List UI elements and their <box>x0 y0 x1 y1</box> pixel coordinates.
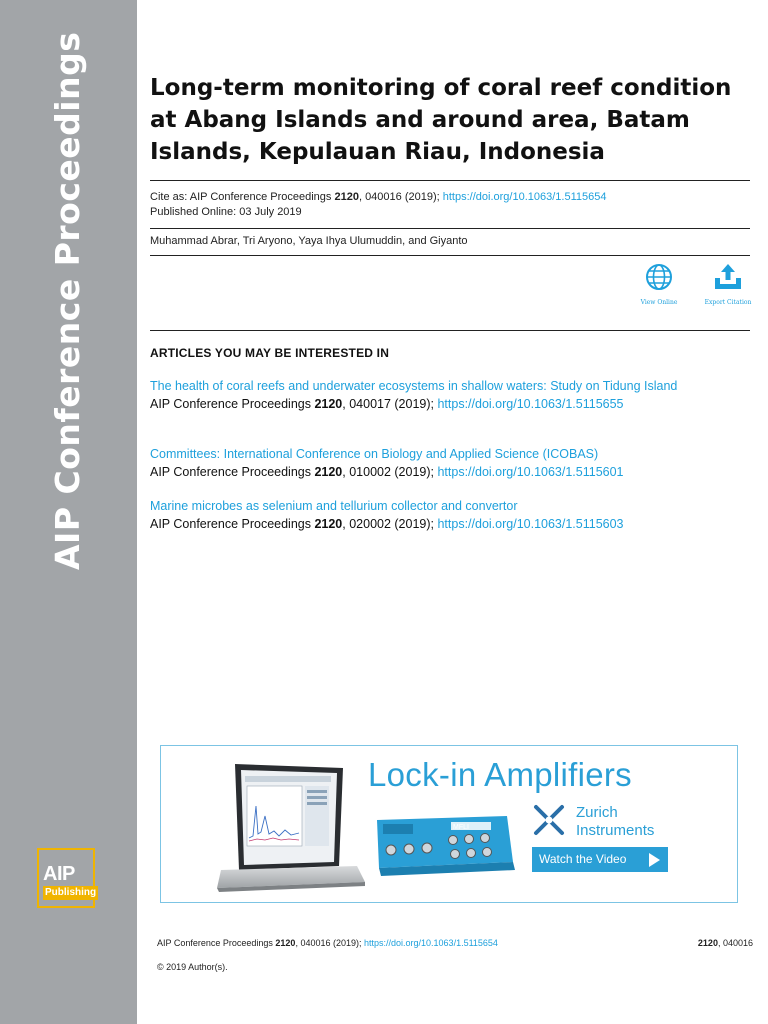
cite-volume: 2120 <box>314 517 343 531</box>
cite-suffix: , 040017 (2019); <box>342 397 438 411</box>
divider <box>150 330 750 331</box>
related-article-title[interactable]: Marine microbes as selenium and tellurium collector and convertor <box>150 499 518 513</box>
footer-doi-link[interactable]: https://doi.org/10.1063/1.5115654 <box>364 938 498 948</box>
footer-page-suffix: , 040016 <box>717 938 753 948</box>
journal-name: AIP Conference Proceedings <box>48 31 87 570</box>
related-articles-heading: ARTICLES YOU MAY BE INTERESTED IN <box>150 346 390 360</box>
related-article-title[interactable]: The health of coral reefs and underwater ecosystems in shallow waters: Study on Tidung Island <box>150 379 678 393</box>
copyright-notice: © 2019 Author(s). <box>157 962 228 972</box>
export-icon <box>712 262 744 292</box>
cite-suffix: , 010002 (2019); <box>342 465 438 479</box>
footer-page-id <box>698 938 753 948</box>
brand-line-1: Zurich <box>576 804 618 821</box>
cite-suffix: , 020002 (2019); <box>342 517 438 531</box>
related-article <box>150 497 740 533</box>
citation-block <box>150 190 606 220</box>
related-article-doi-link[interactable]: https://doi.org/10.1063/1.5115655 <box>437 397 624 411</box>
footer-page-volume: 2120 <box>697 938 718 948</box>
cite-suffix: , 040016 (2019); <box>358 191 443 203</box>
journal-sidebar <box>0 0 137 1024</box>
watch-video-button[interactable] <box>532 847 668 872</box>
related-article <box>150 377 740 413</box>
logo-subtext: Publishing <box>45 887 97 898</box>
footer-volume: 2120 <box>275 938 296 948</box>
page-footer <box>157 938 753 948</box>
related-article-title[interactable]: Committees: International Conference on Biology and Applied Science (ICOBAS) <box>150 447 599 461</box>
divider <box>150 228 750 229</box>
device-label: MFLI <box>453 824 469 831</box>
divider <box>150 180 750 181</box>
globe-icon <box>644 262 674 292</box>
related-article <box>150 445 740 481</box>
zurich-instruments-logo <box>531 802 655 843</box>
zurich-x-icon <box>531 802 567 838</box>
cite-prefix: Cite as: AIP Conference Proceedings <box>150 191 335 203</box>
laptop-illustration <box>161 746 371 902</box>
brand-line-2: Instruments <box>576 822 655 839</box>
footer-cite-prefix: AIP Conference Proceedings <box>157 938 276 948</box>
aip-publishing-logo[interactable] <box>37 848 95 908</box>
view-online-label: View Online <box>640 299 678 306</box>
cite-volume: 2120 <box>314 397 343 411</box>
related-article-doi-link[interactable]: https://doi.org/10.1063/1.5115601 <box>437 465 624 479</box>
cite-prefix: AIP Conference Proceedings <box>150 465 315 479</box>
zurich-brand-text <box>576 804 654 840</box>
related-article-citation <box>150 395 740 413</box>
export-citation-button[interactable] <box>688 262 768 306</box>
export-citation-label: Export Citation <box>704 299 752 306</box>
ad-headline: Lock-in Amplifiers <box>368 756 632 793</box>
cite-volume: 2120 <box>314 465 343 479</box>
cite-prefix: AIP Conference Proceedings <box>150 397 315 411</box>
view-online-button[interactable] <box>619 262 699 306</box>
article-doi-link[interactable]: https://doi.org/10.1063/1.5115654 <box>442 191 607 203</box>
footer-cite-suffix: , 040016 (2019); <box>295 938 364 948</box>
related-article-citation <box>150 515 740 533</box>
related-article-citation <box>150 463 740 481</box>
logo-text: AIP <box>43 863 75 885</box>
play-icon <box>646 852 662 868</box>
related-article-doi-link[interactable]: https://doi.org/10.1063/1.5115603 <box>437 517 624 531</box>
cite-volume: 2120 <box>334 191 359 203</box>
instrument-device-illustration <box>369 812 519 882</box>
advertisement-banner[interactable] <box>160 745 738 903</box>
divider <box>150 255 750 256</box>
published-date: Published Online: 03 July 2019 <box>150 206 302 218</box>
cite-prefix: AIP Conference Proceedings <box>150 517 315 531</box>
article-title: Long-term monitoring of coral reef condition at Abang Islands and around area, Batam Islands, Kepulauan Riau, Indonesia <box>150 75 732 165</box>
watch-video-label: Watch the Video <box>539 852 627 866</box>
authors: Muhammad Abrar, Tri Aryono, Yaya Ihya Ulumuddin, and Giyanto <box>150 235 468 247</box>
